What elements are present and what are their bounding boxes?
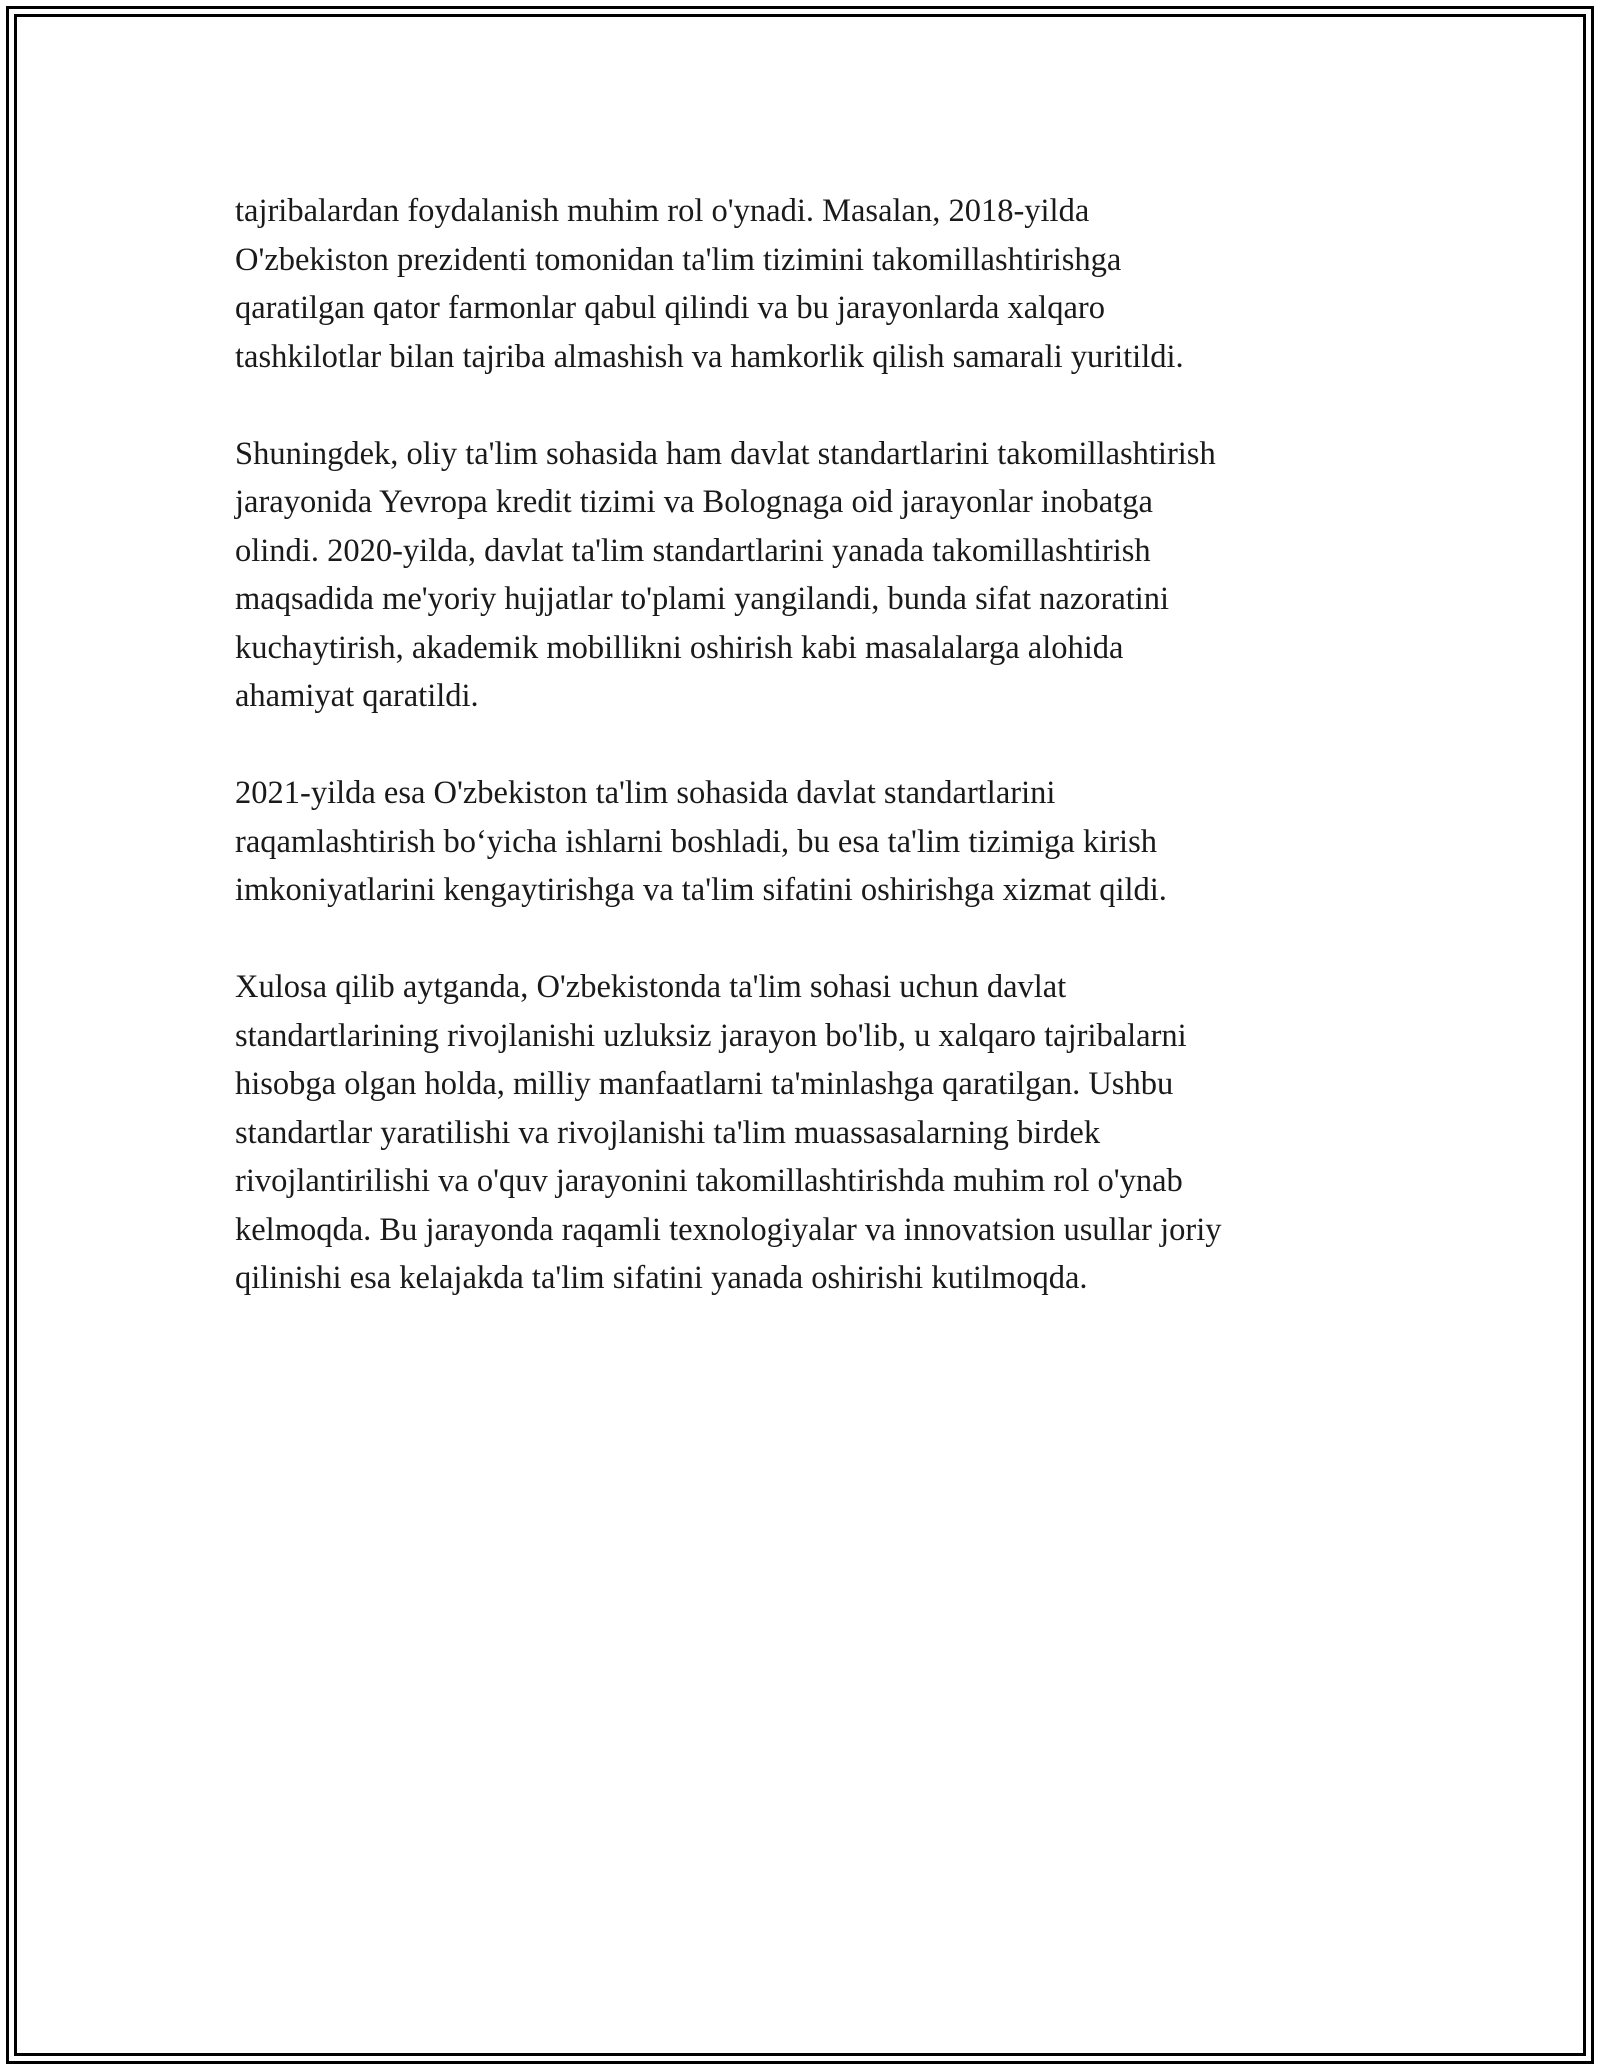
text-line: Xulosa qilib aytganda, O'zbekistonda ta'lim sohasi uchun davlat [235, 969, 1067, 1005]
paragraph-3 [235, 769, 1385, 915]
text-line: jarayonida Yevropa kredit tizimi va Bolognaga oid jarayonlar inobatga [235, 484, 1153, 520]
text-line: imkoniyatlarini kengaytirishga va ta'lim sifatini oshirishga xizmat qildi. [235, 872, 1167, 908]
text-line: tajribalardan foydalanish muhim rol o'ynadi. Masalan, 2018-yilda [235, 193, 1090, 229]
document-body [235, 187, 1385, 1351]
text-line: Shuningdek, oliy ta'lim sohasida ham davlat standartlarini takomillashtirish [235, 435, 1216, 472]
text-line: maqsadida me'yoriy hujjatlar to'plami yangilandi, bunda sifat nazoratini [235, 581, 1170, 617]
text-line: ahamiyat qaratildi. [235, 678, 479, 714]
paragraph-2 [235, 430, 1385, 721]
text-line: rivojlantirilishi va o'quv jarayonini takomillashtirishda muhim rol o'ynab [235, 1163, 1183, 1199]
text-line: raqamlashtirish bo‘yicha ishlarni boshladi, bu esa ta'lim tizimiga kirish [235, 823, 1157, 860]
text-line: qilinishi esa kelajakda ta'lim sifatini yanada oshirishi kutilmoqda. [235, 1260, 1088, 1296]
paragraph-4 [235, 963, 1385, 1303]
text-line: standartlar yaratilishi va rivojlanishi ta'lim muassasalarning birdek [235, 1114, 1101, 1151]
text-line: standartlarining rivojlanishi uzluksiz jarayon bo'lib, u xalqaro tajribalarni [235, 1017, 1187, 1054]
text-line: olindi. 2020-yilda, davlat ta'lim standartlarini yanada takomillashtirish [235, 532, 1151, 569]
text-line: qaratilgan qator farmonlar qabul qilindi va bu jarayonlarda xalqaro [235, 290, 1105, 326]
text-line: O'zbekiston prezidenti tomonidan ta'lim tizimini takomillashtirishga [235, 241, 1122, 278]
text-line: kelmoqda. Bu jarayonda raqamli texnologiyalar va innovatsion usullar joriy [235, 1211, 1222, 1248]
paragraph-1 [235, 187, 1385, 381]
text-line: kuchaytirish, akademik mobillikni oshirish kabi masalalarga alohida [235, 629, 1124, 666]
text-line: 2021-yilda esa O'zbekiston ta'lim sohasida davlat standartlarini [235, 775, 1056, 811]
text-line: tashkilotlar bilan tajriba almashish va hamkorlik qilish samarali yuritildi. [235, 338, 1184, 375]
text-line: hisobga olgan holda, milliy manfaatlarni ta'minlashga qaratilgan. Ushbu [235, 1066, 1174, 1102]
